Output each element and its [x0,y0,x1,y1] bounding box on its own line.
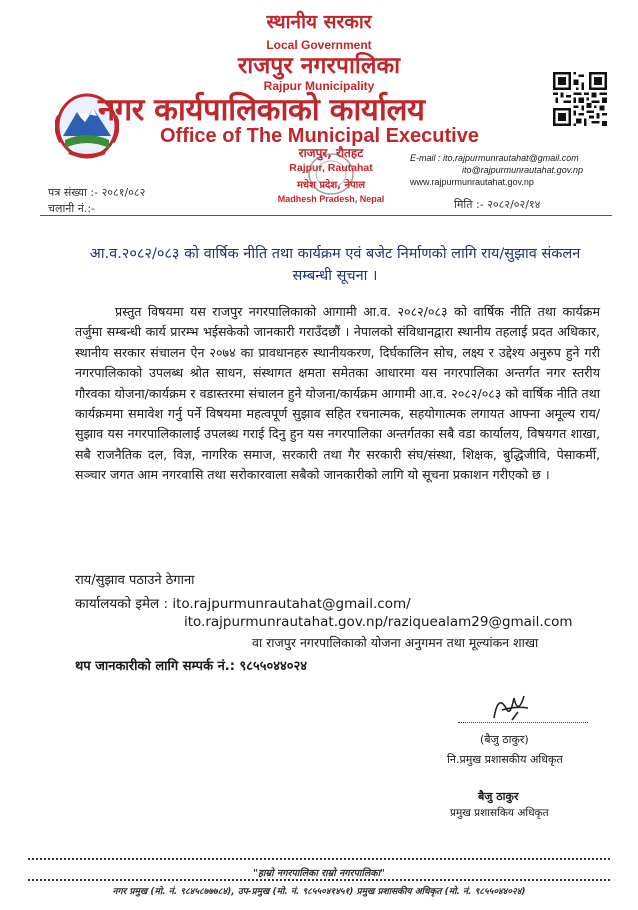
stamp-line-1: राजपुर, रौतहट [298,146,364,160]
footer-contact-numbers: नगर प्रमुख (मो. नं. ९८४५८७७७८४), उप-प्रमुख (मो. नं. ९८५५०४१४५१) प्रमुख प्रशासकीय अधिकृत (मो. नं. ९८५५०४४०२४) [112,887,526,897]
notice-subject: आ.व.२०८२/०८३ को वार्षिक नीति तथा कार्यक्रम एवं बजेट निर्माणको लागि राय/सुझाव संकलन सम्बन्धी सूचना । [89,246,581,284]
signatory-title-acting: नि.प्रमुख प्रशासकीय अधिकृत [447,753,563,766]
footer-slogan: "हाम्रो नगरपालिका राम्रो नगरपालिका" [253,868,385,879]
footer-divider-middle [28,879,610,881]
address-email-line-1: कार्यालयको इमेल : ito.rajpurmunrautahat@gmail.com/ [75,596,411,612]
contact-number: थप जानकारीको लागि सम्पर्क नं.: ९८५५०४४०२४ [75,659,308,674]
header-divider [40,215,612,216]
footer-divider-top [28,858,610,860]
contact-info [410,152,583,188]
office-title-english: Office of The Municipal Executive [160,125,479,147]
dispatch-number: चलानी नं.:- [48,202,96,215]
office-stamp [268,140,394,220]
email-primary[interactable]: ito.rajpurmunrautahat@gmail.com [443,153,579,163]
stamp-line-2: Rajpur, Rautahat [289,162,373,174]
reference-number: पत्र संख्या :- २०८१/०८२ [48,186,146,199]
qr-code-icon [553,72,607,126]
address-email-line-2: ito.rajpurmunrautahat.gov.np/raziquealam29@gmail.com [184,614,573,630]
signatory-title: प्रमुख प्रशासकिय अधिकृत [450,807,549,819]
signature-line [458,722,588,723]
email-secondary[interactable]: ito@rajpurmunrautahat.gov.np [462,165,584,175]
notice-body: प्रस्तुत विषयमा यस राजपुर नगरपालिकाको आगामी आ.व. २०८२/०८३ को वार्षिक नीति तथा कार्यक्रम तर्जुमा सम्बन्धी कार्य प्रारम्भ भईसकेको जानकारी गराउँदछौं । नेपालको संविधानद्वारा स्थानीय तहलाई प्रदत अधिकार, स्थानीय सरकार संचालन ऐन २०७४ का प्रावधानहरु स्थानीयकरण, दिर्घकालिन सोच, लक्ष्य र उद्देश्य अनुरुप हुने गरी नगरपालिकाको उपलब्ध श्रोत साधन, संस्थागत क्षमता समेतका आधारमा यस नगरपालिका अन्तर्गत नगर स्तरीय गौरवका योजना/कार्यक्रम र वडास्तरमा संचालन हुने योजना/कार्यक्रम आगामी आ.व. २०८२/०८३ को वार्षिक नीति तथा कार्यक्रममा समावेश गर्नु पर्ने विषयमा महत्वपूर्ण सुझाव सहित रचनात्मक, सहयोगात्मक लगायत आफ्ना अमूल्य राय/सुझाव यस नगरपालिकालाई उपलब्ध गराई दिनु हुन यस नगरपालिका अन्तर्गतका सबै वडा कार्यालय, विषयगत शाखा, सबै राजनैतिक दल, विज्ञ, नागरिक समाज, सरकारी तथा गैर सरकारी संघ/संस्था, शिक्षक, बुद्धिजीवि, पेसाकर्मी, सञ्चार जगत आम नगरवासि तथा सरोकारवाला सबैको जानकारीको लागि यो सूचना प्रकाशन गरीएको छ । [75,304,600,483]
signatory-name: बैजु ठाकुर [478,790,519,803]
signatory-name-bracketed: (बैजु ठाकुर) [480,733,529,746]
letter-date: मिति :- २०८२/०२/१४ [454,198,541,211]
municipality-name-english: Rajpur Municipality [263,79,375,93]
email-label: E-mail : [410,153,441,163]
office-title-nepali: नगर कार्यपालिकाको कार्यालय [98,92,425,128]
municipality-name-nepali: राजपुर नगरपालिका [237,53,401,79]
website-link[interactable]: www.rajpurmunrautahat.gov.np [410,177,534,187]
address-alternative-line: वा राजपुर नगरपालिकाको योजना अनुगमन तथा मूल्यांकन शाखा [252,635,539,650]
local-government-nepali: स्थानीय सरकार [266,11,372,33]
stamp-line-3: मधेश प्रदेश, नेपाल [296,180,366,191]
address-heading: राय/सुझाव पठाउने ठेगाना [75,573,195,588]
stamp-line-4: Madhesh Pradesh, Nepal [277,194,385,204]
local-government-english: Local Government [266,38,372,52]
